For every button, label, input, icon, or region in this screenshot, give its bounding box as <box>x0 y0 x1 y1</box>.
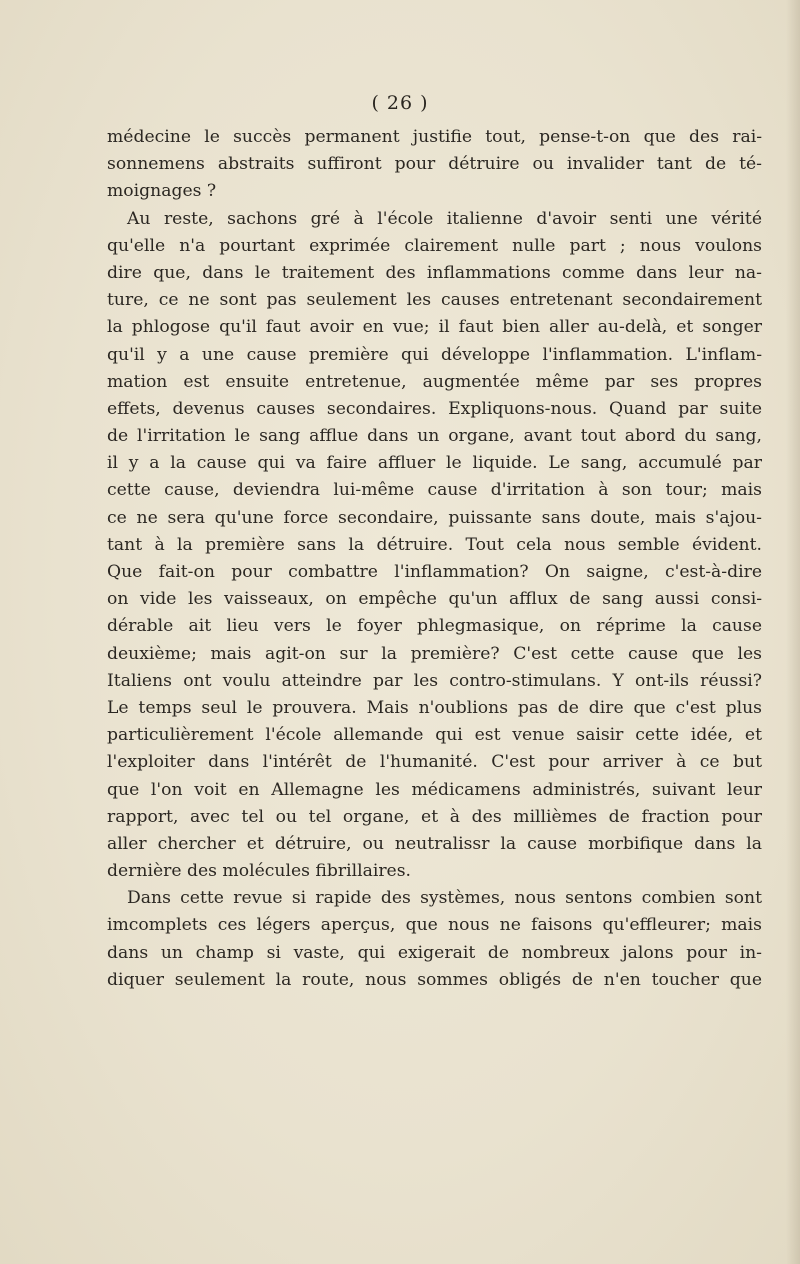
text-line: qu'il y a une cause première qui développe l'inflammation. L'inflam- <box>107 344 762 365</box>
text-line: qu'elle n'a pourtant exprimée clairement nulle part ; nous voulons <box>107 235 762 256</box>
text-line: de l'irritation le sang afflue dans un organe, avant tout abord du sang, <box>107 426 762 447</box>
text-line: la phlogose qu'il faut avoir en vue; il faut bien aller au-delà, et songer <box>107 317 762 338</box>
text-line: ce ne sera qu'une force secondaire, puissante sans doute, mais s'ajou- <box>107 507 762 528</box>
body-text <box>107 124 762 994</box>
paragraph <box>107 885 762 994</box>
text-line: cette cause, deviendra lui-même cause d'irritation à son tour; mais <box>107 480 762 501</box>
text-line: deuxième; mais agit-on sur la première? C'est cette cause que les <box>107 643 762 664</box>
page-edge-shadow <box>786 0 800 1264</box>
text-line: aller chercher et détruire, ou neutralissr la cause morbifique dans la <box>107 833 762 854</box>
paragraph <box>107 124 762 206</box>
text-line: Dans cette revue si rapide des systèmes, nous sentons combien sont <box>127 888 762 909</box>
text-line: que l'on voit en Allemagne les médicamens administrés, suivant leur <box>107 779 762 800</box>
text-line: dans un champ si vaste, qui exigerait de nombreux jalons pour in- <box>107 942 762 963</box>
text-line: l'exploiter dans l'intérêt de l'humanité. C'est pour arriver à ce but <box>107 752 762 773</box>
text-line: tant à la première sans la détruire. Tout cela nous semble évident. <box>107 534 762 555</box>
text-line: Italiens ont voulu atteindre par les contro-stimulans. Y ont-ils réussi? <box>107 670 762 691</box>
text-line: médecine le succès permanent justifie tout, pense-t-on que des rai- <box>107 127 762 147</box>
text-line: dérable ait lieu vers le foyer phlegmasique, on réprime la cause <box>107 616 762 637</box>
text-line: il y a la cause qui va faire affluer le liquide. Le sang, accumulé par <box>107 453 762 474</box>
text-line: imcomplets ces légers aperçus, que nous ne faisons qu'effleurer; mais <box>107 915 762 936</box>
text-line: ture, ce ne sont pas seulement les causes entretenant secondairement <box>107 290 762 311</box>
text-line: Le temps seul le prouvera. Mais n'oublions pas de dire que c'est plus <box>107 697 762 718</box>
text-line: diquer seulement la route, nous sommes obligés de n'en toucher que <box>107 969 762 990</box>
text-line: sonnemens abstraits suffiront pour détruire ou invalider tant de té- <box>107 154 762 175</box>
text-line: rapport, avec tel ou tel organe, et à des millièmes de fraction pour <box>107 806 762 827</box>
paragraph <box>107 206 762 886</box>
text-line: Au reste, sachons gré à l'école italienne d'avoir senti une vérité <box>127 208 762 229</box>
text-line: on vide les vaisseaux, on empêche qu'un afflux de sang aussi consi- <box>107 589 762 610</box>
text-line: Que fait-on pour combattre l'inflammation? On saigne, c'est-à-dire <box>107 562 762 582</box>
text-line: effets, devenus causes secondaires. Expliquons-nous. Quand par suite <box>107 398 762 419</box>
text-line: dire que, dans le traitement des inflammations comme dans leur na- <box>107 262 762 283</box>
text-line: mation est ensuite entretenue, augmentée même par ses propres <box>107 371 762 392</box>
page-number: ( 26 ) <box>371 92 429 114</box>
text-line: dernière des molécules fibrillaires. <box>107 861 411 882</box>
text-line: particulièrement l'école allemande qui est venue saisir cette idée, et <box>107 725 762 746</box>
text-line: moignages ? <box>107 181 217 202</box>
